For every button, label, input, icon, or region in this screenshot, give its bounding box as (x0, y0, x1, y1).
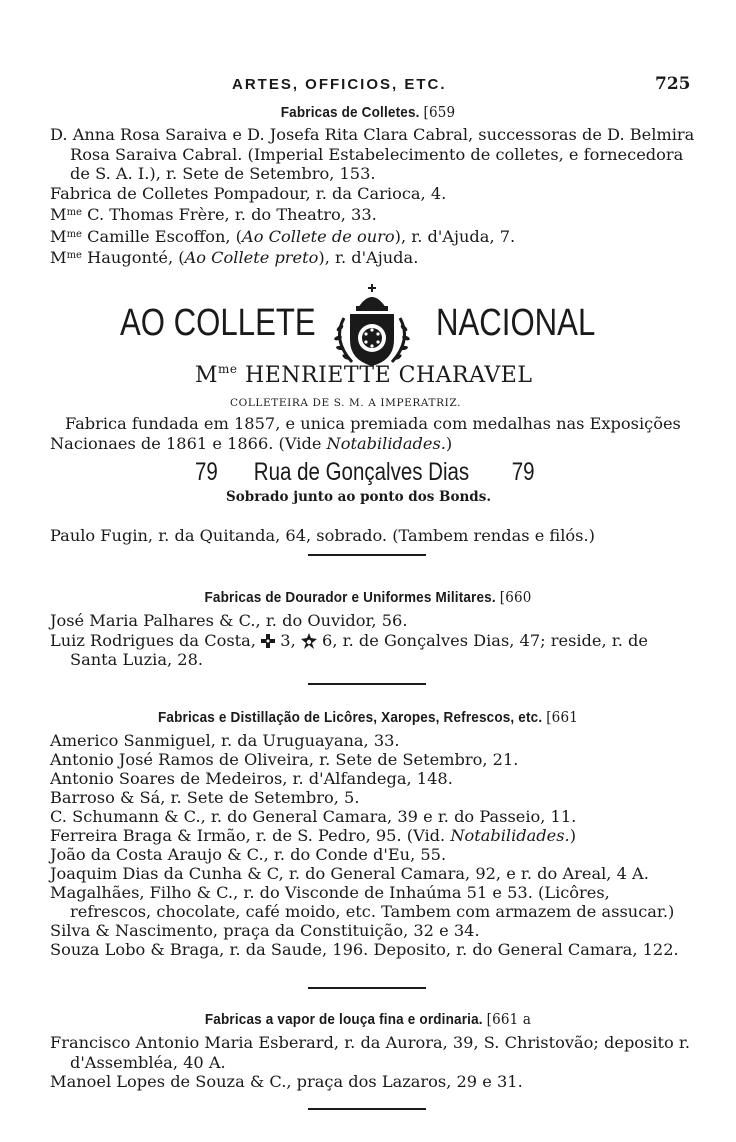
list-item: Fabrica de Colletes Pompadour, r. da Carioca, 4. (50, 183, 447, 203)
list-item: Magalhães, Filho & C., r. do Visconde de Inhaúma 51 e 53. (Licôres, refrescos, chocolate, café moido, etc. Tambem com armazem de assucar.) (50, 883, 675, 921)
list-item: Luiz Rodrigues da Costa, 3, 6, r. de Gonçalves Dias, 47; reside, r. de Santa Luzia, 28. (50, 630, 648, 669)
list-item: Paulo Fugin, r. da Quitanda, 64, sobrado. (Tambem rendas e filós.) (50, 526, 595, 545)
advert-title-left: AO COLLETE (120, 302, 316, 344)
list-item: $M^{me}$ C. Thomas Frère, r. do Theatro, 33. (50, 205, 377, 224)
list-item: Joaquim Dias da Cunha & C, r. do General Camara, 92, e r. do Areal, 4 A. (50, 864, 649, 883)
list-item: Antonio José Ramos de Oliveira, r. Sete de Setembro, 21. (50, 750, 519, 769)
section-title-colletes: Fabricas de Colletes. [659 (280, 103, 456, 121)
divider (308, 683, 426, 685)
advert-subtitle: COLLETEIRA DE S. M. A IMPERATRIZ. (230, 397, 462, 409)
colletes-list (50, 125, 695, 268)
louca-list (50, 1033, 695, 1092)
divider (308, 554, 426, 556)
list-item: $M^{me}$ Camille Escoffon, (Ao Collete de ouro), r. d'Ajuda, 7. (50, 226, 516, 246)
dourador-list (50, 611, 695, 670)
running-title: ARTES, OFFICIOS, ETC. (232, 76, 447, 93)
advert-body-line2: Nacionaes de 1861 e 1866. (Vide Notabilidades.) (50, 434, 453, 453)
cross-order-icon (261, 634, 275, 648)
list-item: Francisco Antonio Maria Esberard, r. da Aurora, 39, S. Christovão; deposito r. d'Assembléa, 40 A. (50, 1033, 691, 1072)
list-item: Manoel Lopes de Souza & C., praça dos Lazaros, 29 e 31. (50, 1072, 523, 1091)
imperial-crest-icon (326, 282, 418, 370)
page-number: 725 (655, 74, 691, 94)
list-item: Ferreira Braga & Irmão, r. de S. Pedro, 95. (Vid. Notabilidades.) (50, 826, 577, 845)
list-item: Barroso & Sá, r. Sete de Setembro, 5. (50, 788, 360, 807)
licores-list (50, 731, 695, 959)
section-title-dourador: Fabricas de Dourador e Uniformes Militares. [660 (204, 588, 532, 606)
list-item: C. Schumann & C., r. do General Camara, 39 e r. do Passeio, 11. (50, 807, 577, 826)
advert-title-right: NACIONAL (436, 302, 596, 344)
medal-icon (301, 633, 317, 649)
advert-body-line1: Fabrica fundada em 1857, e unica premiada com medalhas nas Exposições (65, 414, 681, 433)
list-item: Souza Lobo & Braga, r. da Saude, 196. Deposito, r. do General Camara, 122. (50, 940, 679, 959)
list-item: D. Anna Rosa Saraiva e D. Josefa Rita Clara Cabral, successoras de D. Belmira Rosa Saraiva Cabral. (Imperial Estabelecimento de colletes, e fornecedora de S. A. I.), r. Sete de Setembro, 153. (50, 125, 695, 183)
list-item: João da Costa Araujo & C., r. do Conde d'Eu, 55. (50, 845, 447, 864)
advert-owner: $M^{me}$ HENRIETTE CHARAVEL (195, 362, 533, 388)
section-title-louca: Fabricas a vapor de louça fina e ordinaria. [661 a (204, 1010, 532, 1028)
divider (308, 1108, 426, 1110)
list-item: Americo Sanmiguel, r. da Uruguayana, 33. (50, 731, 400, 750)
advert-address: 79 Rua de Gonçalves Dias 79 (195, 458, 535, 486)
advert-note: Sobrado junto ao ponto dos Bonds. (226, 489, 492, 505)
list-item: Silva & Nascimento, praça da Constituição, 32 e 34. (50, 921, 480, 940)
list-item: José Maria Palhares & C., r. do Ouvidor, 56. (50, 611, 408, 630)
list-item: Antonio Soares de Medeiros, r. d'Alfandega, 148. (50, 769, 453, 788)
list-item: $M^{me}$ Haugonté, (Ao Collete preto), r. d'Ajuda. (50, 248, 419, 267)
section-title-licores: Fabricas e Distillação de Licôres, Xaropes, Refrescos, etc. [661 (157, 708, 578, 726)
divider (308, 987, 426, 989)
